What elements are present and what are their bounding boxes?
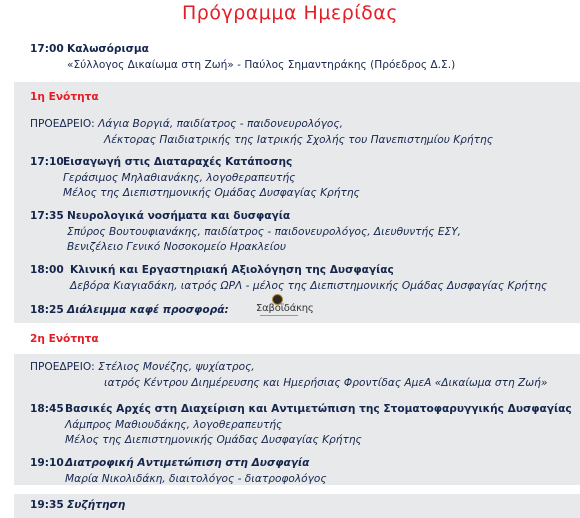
presidium-line-2: ιατρός Κέντρου Διημέρευσης και Ημερήσιας Φροντίδας ΑμεΑ «Δικαίωμα στη Ζωή» xyxy=(104,376,548,389)
talk-time: 19:10 xyxy=(30,457,64,469)
talk-time: 18:00 xyxy=(30,264,64,276)
sponsor-underline xyxy=(260,315,298,319)
talk-title: Εισαγωγή στις Διαταραχές Κατάποσης xyxy=(63,156,293,168)
welcome-heading-line xyxy=(30,42,578,58)
presidium-line-2: Λέκτορας Παιδιατρικής της Ιατρικής Σχολής του Πανεπιστημίου Κρήτης xyxy=(104,133,493,146)
talk-time: 18:45 xyxy=(30,403,64,415)
talk-title: Διατροφική Αντιμετώπιση στη Δυσφαγία xyxy=(65,457,310,469)
talk-1 xyxy=(30,155,578,202)
talk-2 xyxy=(30,209,578,256)
discussion-time: 19:35 xyxy=(30,499,64,511)
section-2-label: 2η Ενότητα xyxy=(30,333,99,345)
talk-speaker-line: Μαρία Νικολιδάκη, διαιτολόγος - διατροφολόγος xyxy=(65,472,327,485)
section-2-presidium xyxy=(30,360,578,391)
presidium-label: ΠΡΟΕΔΡΕΙΟ: xyxy=(30,118,95,130)
break-time: 18:25 xyxy=(30,304,64,316)
presidium-label: ΠΡΟΕΔΡΕΙΟ: xyxy=(30,361,95,373)
talk-title: Νευρολογικά νοσήματα και δυσφαγία xyxy=(67,210,291,222)
welcome-heading: Καλωσόρισμα xyxy=(67,43,149,55)
talk-speaker-line: Μέλος της Διεπιστημονικής Ομάδας Δυσφαγίας Κρήτης xyxy=(65,434,362,446)
welcome-line: «Σύλλογος Δικαίωμα στη Ζωή» - Παύλος Σημαντηράκης (Πρόεδρος Δ.Σ.) xyxy=(67,58,456,71)
talk-speaker-line: Δεβόρα Κιαγιαδάκη, ιατρός ΩΡΛ - μέλος της Διεπιστημονικής Ομάδας Δυσφαγίας Κρήτης xyxy=(70,279,548,292)
section-1-presidium xyxy=(30,117,578,148)
welcome-block xyxy=(30,42,578,73)
break-label: Διάλειμμα καφέ προσφορά: xyxy=(67,304,229,316)
talk-time: 17:35 xyxy=(30,210,64,222)
talk-speaker-line: Σπύρος Βουτουφιανάκης, παιδίατρος - παιδονευρολόγος, Διευθυντής ΕΣΥ, xyxy=(67,225,462,238)
presidium-line-1: Λάγια Βοργιά, παιδίατρος - παιδονευρολόγος, xyxy=(98,118,343,130)
time-label: 17:00 xyxy=(30,43,64,55)
sponsor-logo xyxy=(256,294,314,320)
talk-time: 17:10 xyxy=(30,156,64,168)
discussion xyxy=(30,498,578,514)
talk-speaker-line: Λάμπρος Μαθιουδάκης, λογοθεραπευτής xyxy=(65,418,283,431)
talk-title: Βασικές Αρχές στη Διαχείριση και Αντιμετώπιση της Στοματοφαρυγγικής Δυσφαγίας xyxy=(65,403,572,415)
talk-speaker-line: Βενιζέλειο Γενικό Νοσοκομείο Ηρακλείου xyxy=(67,241,286,253)
talk-5 xyxy=(30,456,578,487)
discussion-label: Συζήτηση xyxy=(67,499,126,511)
sponsor-name: Σαβοϊδάκης xyxy=(256,303,314,314)
talk-4 xyxy=(30,402,578,449)
talk-speaker-line: Γεράσιμος Μηλαθιανάκης, λογοθεραπευτής xyxy=(63,171,296,184)
talk-speaker-line: Μέλος της Διεπιστημονικής Ομάδας Δυσφαγίας Κρήτης xyxy=(63,187,360,199)
section-1-label: 1η Ενότητα xyxy=(30,91,99,103)
talk-3 xyxy=(30,263,578,294)
talk-title: Κλινική και Εργαστηριακή Αξιολόγηση της Δυσφαγίας xyxy=(70,264,394,276)
page-title: Πρόγραμμα Ημερίδας xyxy=(182,2,398,24)
presidium-line-1: Στέλιος Μονέζης, ψυχίατρος, xyxy=(98,361,255,373)
